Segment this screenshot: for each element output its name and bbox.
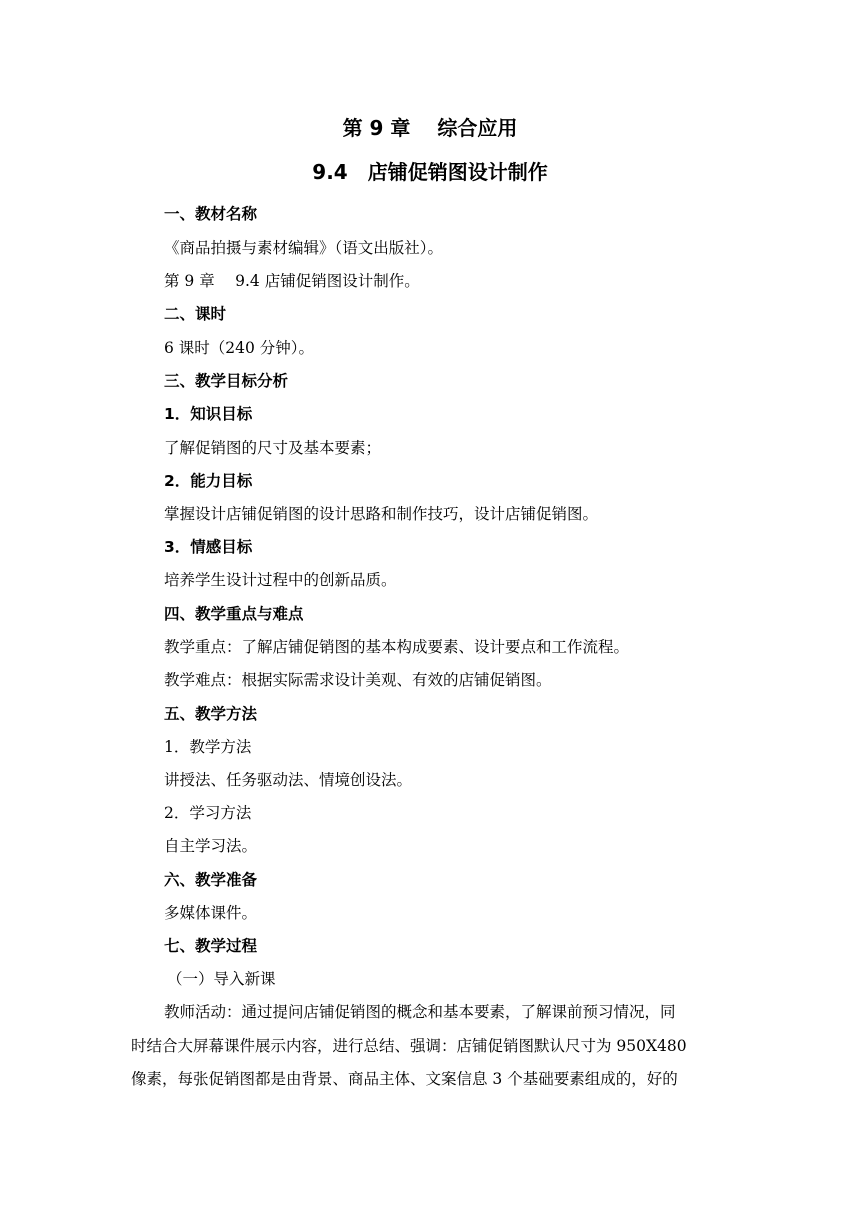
emotion-goal-line: 培养学生设计过程中的创新品质。 (164, 571, 397, 589)
subheading-emotion-goal: 3．情感目标 (164, 538, 253, 556)
heading-class-hours: 二、课时 (164, 305, 227, 323)
key-point-line: 教学重点：了解店铺促销图的基本构成要素、设计要点和工作流程。 (164, 638, 630, 656)
teacher-activity-paragraph (131, 996, 743, 1097)
paragraph-line: 时结合大屏幕课件展示内容，进行总结、强调：店铺促销图默认尺寸为 950X480 (131, 1036, 687, 1055)
subheading-learning-method: 2．学习方法 (164, 804, 252, 822)
paragraph-line: 像素，每张促销图都是由背景、商品主体、文案信息 3 个基础要素组成的，好的 (131, 1070, 678, 1088)
textbook-title-line: 《商品拍摄与素材编辑》（语文出版社）。 (164, 239, 444, 257)
subheading-lesson-intro: （一）导入新课 (167, 970, 276, 988)
ability-goal-line: 掌握设计店铺促销图的设计思路和制作技巧，设计店铺促销图。 (164, 505, 599, 523)
knowledge-goal-line: 了解促销图的尺寸及基本要素； (164, 439, 382, 457)
subheading-knowledge-goal: 1．知识目标 (164, 405, 253, 423)
heading-teaching-preparation: 六、教学准备 (164, 871, 258, 889)
chapter-reference-line: 第 9 章 9.4 店铺促销图设计制作。 (164, 272, 420, 290)
paragraph-line: 教师活动：通过提问店铺促销图的概念和基本要素，了解课前预习情况，同 (164, 1003, 676, 1021)
class-hours-line: 6 课时（240 分钟）。 (164, 339, 315, 357)
difficult-point-line: 教学难点：根据实际需求设计美观、有效的店铺促销图。 (164, 671, 552, 689)
heading-key-points: 四、教学重点与难点 (164, 605, 304, 623)
heading-teaching-process: 七、教学过程 (164, 937, 258, 955)
teaching-method-line: 讲授法、任务驱动法、情境创设法。 (164, 771, 413, 789)
heading-textbook-name: 一、教材名称 (164, 205, 258, 223)
chapter-title: 第 9 章 综合应用 (342, 116, 518, 140)
section-title: 9.4 店铺促销图设计制作 (312, 160, 548, 184)
heading-teaching-goals: 三、教学目标分析 (164, 372, 289, 390)
subheading-teaching-method: 1．教学方法 (164, 738, 252, 756)
subheading-ability-goal: 2．能力目标 (164, 472, 253, 490)
heading-teaching-methods: 五、教学方法 (164, 705, 258, 723)
learning-method-line: 自主学习法。 (164, 837, 258, 855)
preparation-line: 多媒体课件。 (164, 904, 258, 922)
